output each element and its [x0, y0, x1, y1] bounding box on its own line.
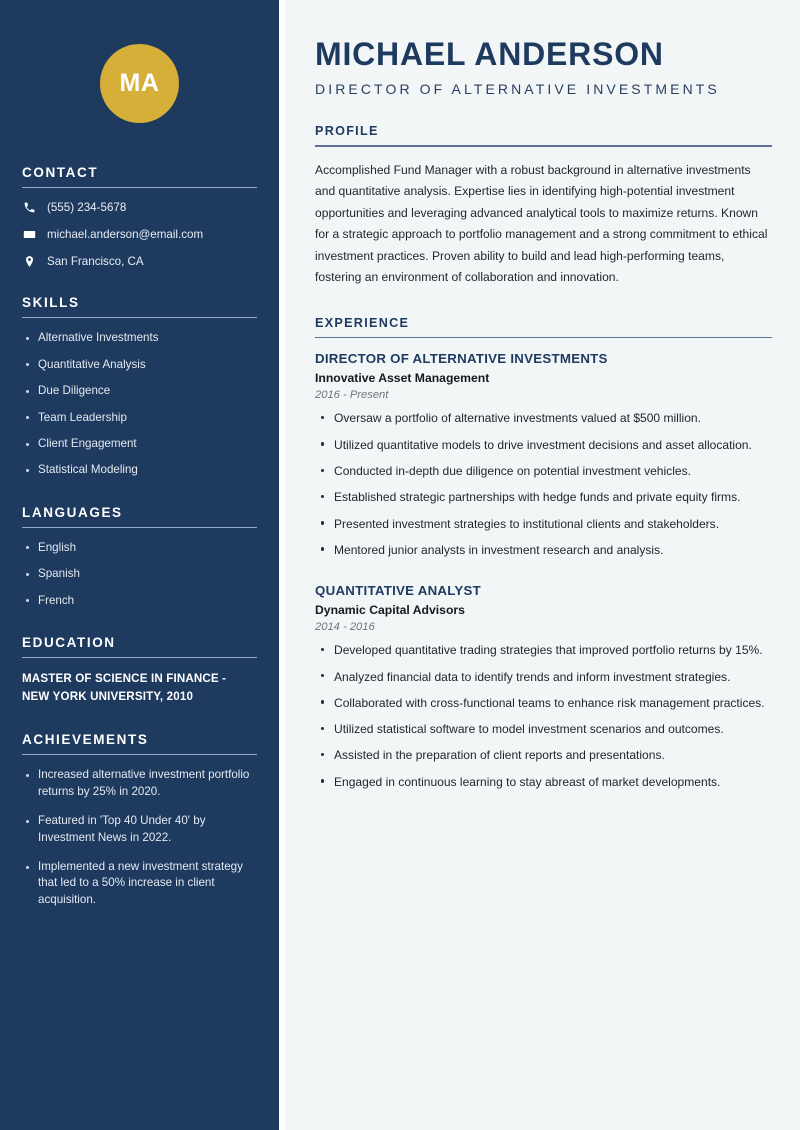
list-item: French — [22, 593, 257, 609]
list-item: Client Engagement — [22, 436, 257, 452]
sidebar — [0, 0, 279, 1130]
achievements-heading: ACHIEVEMENTS — [22, 732, 149, 748]
avatar-container — [22, 0, 257, 165]
page-title: MICHAEL ANDERSON — [315, 36, 664, 72]
list-item: Analyzed financial data to identify trends and inform investment strategies. — [315, 668, 772, 686]
experience-entry — [315, 583, 772, 791]
profile-heading: PROFILE — [315, 124, 379, 139]
experience-company: Dynamic Capital Advisors — [315, 603, 465, 618]
main-content — [285, 0, 800, 1130]
list-item: Statistical Modeling — [22, 462, 257, 478]
skills-divider — [22, 317, 257, 318]
list-item: Engaged in continuous learning to stay abreast of market developments. — [315, 773, 772, 791]
list-item: Implemented a new investment strategy that led to a 50% increase in client acquisition. — [22, 859, 257, 908]
experience-divider — [315, 337, 772, 339]
experience-entry — [315, 351, 772, 559]
contact-email-value: michael.anderson@email.com — [47, 228, 204, 242]
list-item: Utilized quantitative models to drive investment decisions and asset allocation. — [315, 436, 772, 454]
list-item: Utilized statistical software to model investment scenarios and outcomes. — [315, 720, 772, 738]
list-item: Quantitative Analysis — [22, 357, 257, 373]
list-item: Collaborated with cross-functional teams to enhance risk management practices. — [315, 694, 772, 712]
experience-heading: EXPERIENCE — [315, 315, 410, 330]
list-item: Assisted in the preparation of client reports and presentations. — [315, 746, 772, 764]
list-item: Featured in 'Top 40 Under 40' by Investment News in 2022. — [22, 813, 257, 846]
list-item: English — [22, 540, 257, 556]
section-experience — [315, 316, 772, 791]
experience-title: DIRECTOR OF ALTERNATIVE INVESTMENTS — [315, 351, 608, 367]
experience-bullet-list — [315, 641, 772, 791]
profile-text: Accomplished Fund Manager with a robust background in alternative investments and quantitative analysis. Expertise lies in identifying high-potential investment opportunities and leveraging advanced analytical tools to maximize returns. Known for a strategic approach to portfolio management and a strong commitment to ethical investment practices. Proven ability to build and lead high-performing teams, fostering an environment of collaboration and innovation. — [315, 162, 768, 285]
contact-heading: CONTACT — [22, 165, 99, 180]
sidebar-section-languages — [22, 505, 257, 609]
sidebar-section-contact — [22, 165, 257, 269]
contact-item-phone[interactable] — [22, 200, 257, 215]
list-item: Established strategic partnerships with hedge funds and private equity firms. — [315, 488, 772, 506]
experience-dates: 2014 - 2016 — [315, 621, 375, 634]
achievements-divider — [22, 754, 257, 755]
list-item: Increased alternative investment portfolio returns by 25% in 2020. — [22, 767, 257, 800]
list-item: Team Leadership — [22, 410, 257, 426]
experience-spacer — [315, 567, 772, 583]
contact-item-email[interactable] — [22, 227, 257, 242]
education-heading: EDUCATION — [22, 635, 116, 651]
list-item: Conducted in-depth due diligence on potential investment vehicles. — [315, 462, 772, 480]
languages-list — [22, 540, 257, 609]
sidebar-section-education — [22, 635, 257, 706]
envelope-icon — [22, 228, 36, 242]
education-entry: MASTER OF SCIENCE IN FINANCE - NEW YORK UNIVERSITY, 2010 — [22, 672, 227, 704]
list-item: Presented investment strategies to institutional clients and stakeholders. — [315, 515, 772, 533]
list-item: Due Diligence — [22, 383, 257, 399]
list-item: Developed quantitative trading strategies that improved portfolio returns by 15%. — [315, 641, 772, 659]
contact-divider — [22, 187, 257, 188]
profile-divider — [315, 145, 772, 147]
education-divider — [22, 657, 257, 658]
achievements-list — [22, 767, 257, 908]
contact-phone-value: (555) 234-5678 — [47, 201, 127, 214]
experience-dates: 2016 - Present — [315, 389, 389, 402]
list-item: Mentored junior analysts in investment research and analysis. — [315, 541, 772, 559]
languages-heading: LANGUAGES — [22, 504, 123, 520]
list-item: Spanish — [22, 566, 257, 582]
job-role-subtitle: DIRECTOR OF ALTERNATIVE INVESTMENTS — [315, 81, 720, 98]
languages-divider — [22, 527, 257, 528]
experience-bullet-list — [315, 409, 772, 559]
list-item: Alternative Investments — [22, 330, 257, 346]
experience-company: Innovative Asset Management — [315, 371, 490, 386]
contact-item-location[interactable] — [22, 254, 257, 269]
contact-list — [22, 200, 257, 269]
skills-list — [22, 330, 257, 479]
sidebar-section-skills — [22, 295, 257, 479]
phone-icon — [22, 201, 36, 215]
location-pin-icon — [22, 255, 36, 269]
avatar-initials: MA — [100, 44, 179, 123]
contact-location-value: San Francisco, CA — [47, 255, 144, 269]
skills-heading: SKILLS — [22, 295, 80, 311]
sidebar-section-achievements — [22, 732, 257, 908]
experience-title: QUANTITATIVE ANALYST — [315, 583, 482, 599]
section-profile — [315, 124, 772, 289]
list-item: Oversaw a portfolio of alternative investments valued at $500 million. — [315, 409, 772, 427]
